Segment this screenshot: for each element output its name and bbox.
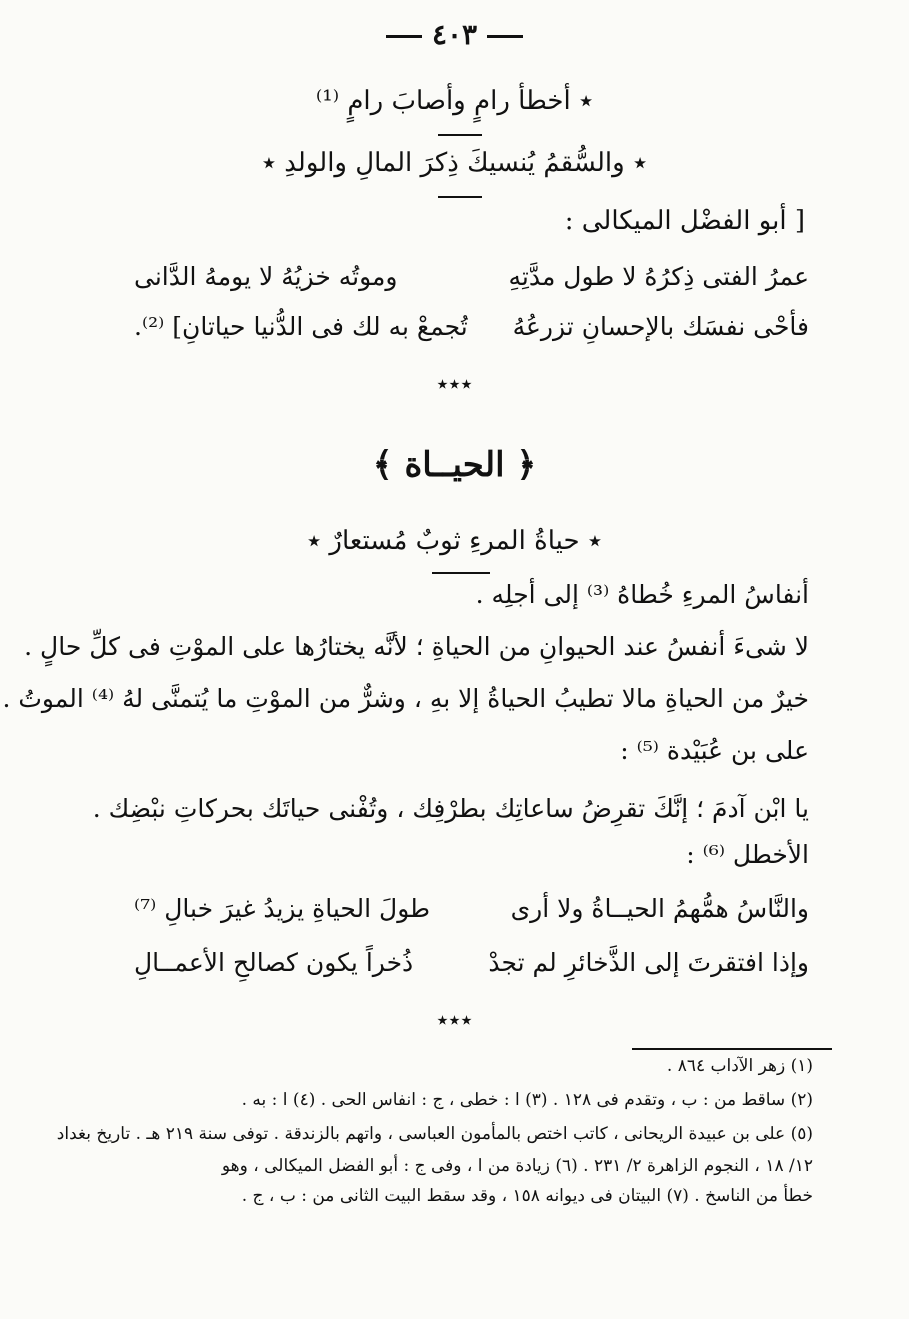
separator-stars-1: ٭٭٭: [436, 372, 473, 397]
section-heading: ﴿ الحيــاة ﴾: [372, 445, 537, 485]
footnote-rule: [632, 1048, 832, 1050]
page-number: [0, 18, 909, 51]
couplet2-verse2-second-hemistich: ذُخراً يكون كصالحِ الأعمــالِ: [134, 948, 414, 977]
section-subheading: ٭ حياةُ المرءِ ثوبٌ مُستعارٌ ٭: [306, 526, 602, 556]
verse-line-1: ٭ أخطأ رامٍ وأصابَ رامٍ ⁽¹⁾: [315, 86, 594, 116]
footnote-line-3: (٥) على بن عبيدة الريحانى ، كاتب اختص بالمأمون العباسى ، واتهم بالزندقة . توفى سنة ٢١٩ هـ . تاريخ بغداد: [56, 1124, 813, 1144]
couplet2-verse1-first-hemistich: والنَّاسُ همُّهمُ الحيــاةُ ولا أرى: [510, 894, 809, 923]
couplet1-verse2-first-hemistich: فأحْى نفسَك بالإحسانِ تزرعُهُ: [512, 312, 809, 341]
prose-line-6-attribution: الأخطل ⁽⁶⁾ :: [686, 840, 809, 869]
verse-divider-2: [438, 196, 482, 198]
prose-line-5: يا ابْن آدمَ ؛ إنَّكَ تقرِضُ ساعاتِك بطرْفِك ، وتُفْنى حياتَك بحركاتِ نبْضِك .: [92, 794, 809, 823]
prose-line-4-attribution: على بن عُبَيْدة ⁽⁵⁾ :: [620, 736, 809, 765]
footnote-line-5: خطأ من الناسخ . (٧) البيتان فى ديوانه ١٥٨ ، وقد سقط البيت الثانى من : ب ، ج .: [241, 1186, 813, 1206]
poet-attribution-mikali: [ أبو الفضْل الميكالى :: [564, 206, 805, 236]
prose-line-1: أنفاسُ المرءِ خُطاهُ ⁽³⁾ إلى أجلِه .: [475, 580, 809, 609]
couplet2-verse1-second-hemistich: طولَ الحياةِ يزيدُ غيرَ خبالِ ⁽⁷⁾: [134, 894, 431, 923]
footnote-line-4: ١٢/ ١٨ ، النجوم الزاهرة ٢/ ٢٣١ . (٦) زيادة من ا ، وفى ج : أبو الفضل الميكالى ، وهو: [221, 1156, 813, 1176]
dash-right: [386, 35, 422, 38]
subheading-divider: [432, 572, 490, 574]
couplet1-verse1-first-hemistich: عمرُ الفتى ذِكرُهُ لا طول مدَّتِهِ: [508, 262, 809, 291]
couplet1-verse2-second-hemistich: تُجمعْ به لك فى الدُّنيا حياتانِ] ⁽²⁾.: [134, 312, 468, 341]
page-number-text: ٤٠٣: [431, 18, 478, 51]
verse-line-2: ٭ والسُّقمُ يُنسيكَ ذِكرَ المالِ والولدِ ٭: [261, 148, 648, 178]
separator-stars-2: ٭٭٭: [436, 1008, 473, 1033]
footnote-line-1: (١) زهر الآداب ٨٦٤ .: [666, 1056, 813, 1076]
dash-left: [487, 35, 523, 38]
couplet2-verse2-first-hemistich: وإذا افتقرتَ إلى الذَّخائرِ لم تجدْ: [488, 948, 809, 977]
couplet1-verse1-second-hemistich: وموتُه خزيُهُ لا يومهُ الدَّانى: [134, 262, 398, 291]
prose-line-2: لا شىءَ أنفسُ عند الحيوانِ من الحياةِ ؛ لأنَّه يختارُها على الموْتِ فى كلِّ حالٍ .: [24, 632, 809, 661]
verse-divider-1: [438, 134, 482, 136]
prose-line-3: خيرٌ من الحياةِ مالا تطيبُ الحياةُ إلا بهِ ، وشرٌّ من الموْتِ ما يُتمنَّى لهُ ⁽⁴⁾ الموتُ .: [2, 684, 809, 713]
footnote-line-2: (٢) ساقط من : ب ، وتقدم فى ١٢٨ . (٣) ا : خطى ، ج : انفاس الحى . (٤) ا : به .: [241, 1090, 813, 1110]
